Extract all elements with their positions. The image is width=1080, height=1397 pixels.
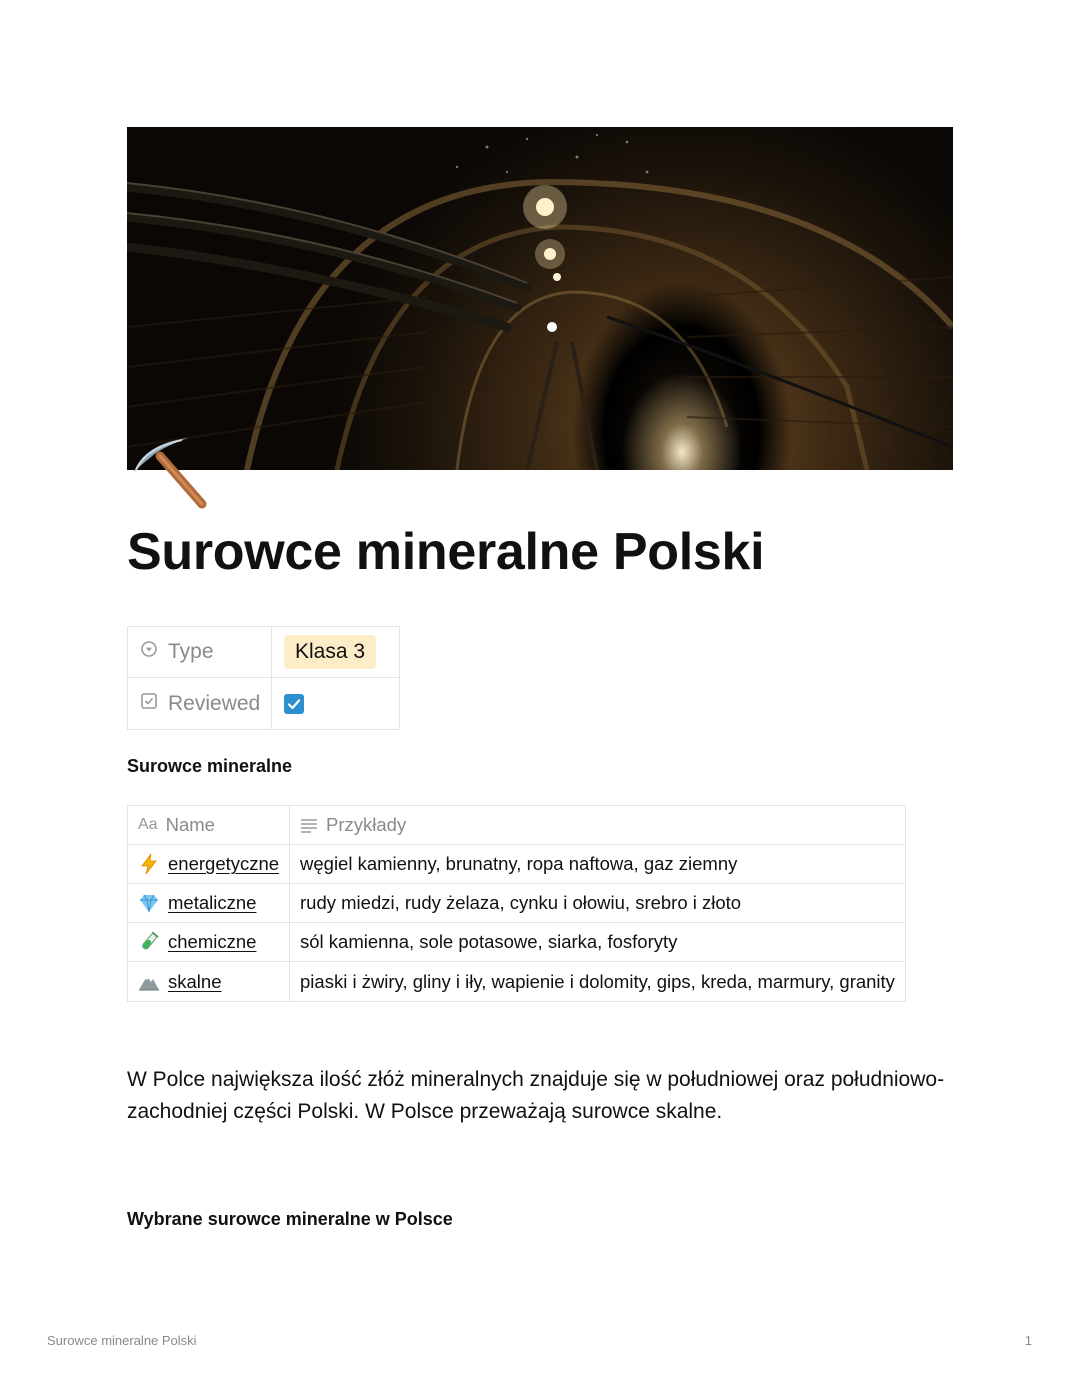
column-header-label: Przykłady [326,814,407,835]
select-icon [140,640,158,664]
row-examples: piaski i żwiry, gliny i iły, wapienie i dolomity, gips, kreda, marmury, granity [300,970,895,992]
row-name-link[interactable]: energetyczne [168,853,280,874]
table-header-row [128,806,905,845]
table-row[interactable] [128,884,905,923]
row-name-link[interactable]: skalne [168,970,222,992]
text-lines-icon [300,817,318,833]
column-header-name[interactable] [128,806,290,844]
checkmark-icon [286,696,302,712]
column-header-label: Name [165,814,215,835]
row-examples: rudy miedzi, rudy żelaza, cynku i ołowiu, srebro i złoto [300,892,742,913]
property-type[interactable] [128,627,399,678]
section-heading: Surowce mineralne [127,756,293,776]
row-examples: węgiel kamienny, brunatny, ropa naftowa, gaz ziemny [300,853,738,874]
checkbox-property-icon [140,692,158,716]
property-reviewed[interactable] [128,678,399,729]
column-header-examples[interactable] [290,806,905,844]
footer-title: Surowce mineralne Polski [47,1333,197,1348]
body-paragraph: W Polce największa ilość złóż mineralnych znajduje się w południowej oraz południowo-zachodniej części Polski. W Polsce przeważają surowce skalne. [127,1068,945,1123]
section-heading: Wybrane surowce mineralne w Polsce [127,1209,453,1229]
row-examples: sól kamienna, sole potasowe, siarka, fosforyty [300,931,678,952]
lightning-icon [138,853,160,875]
page-title: Surowce mineralne Polski [127,523,765,581]
property-key [128,627,272,677]
property-label: Type [168,640,214,663]
property-label: Reviewed [168,691,261,715]
reviewed-checkbox[interactable] [284,694,304,714]
type-tag[interactable]: Klasa 3 [284,635,376,669]
minerals-table [127,805,906,1002]
gem-icon [138,892,160,914]
page-number: 1 [1024,1333,1032,1348]
pickaxe-icon [130,434,214,514]
page-properties [127,626,400,730]
table-row[interactable] [128,845,905,884]
property-key [128,678,272,729]
row-name-link[interactable]: metaliczne [168,892,257,913]
cover-image [127,127,953,470]
table-row[interactable] [128,923,905,962]
row-name-link[interactable]: chemiczne [168,931,257,952]
test-tube-icon [138,931,160,953]
text-property-icon: Aa [138,816,158,833]
mountain-icon [138,971,160,993]
table-row[interactable] [128,962,905,1001]
